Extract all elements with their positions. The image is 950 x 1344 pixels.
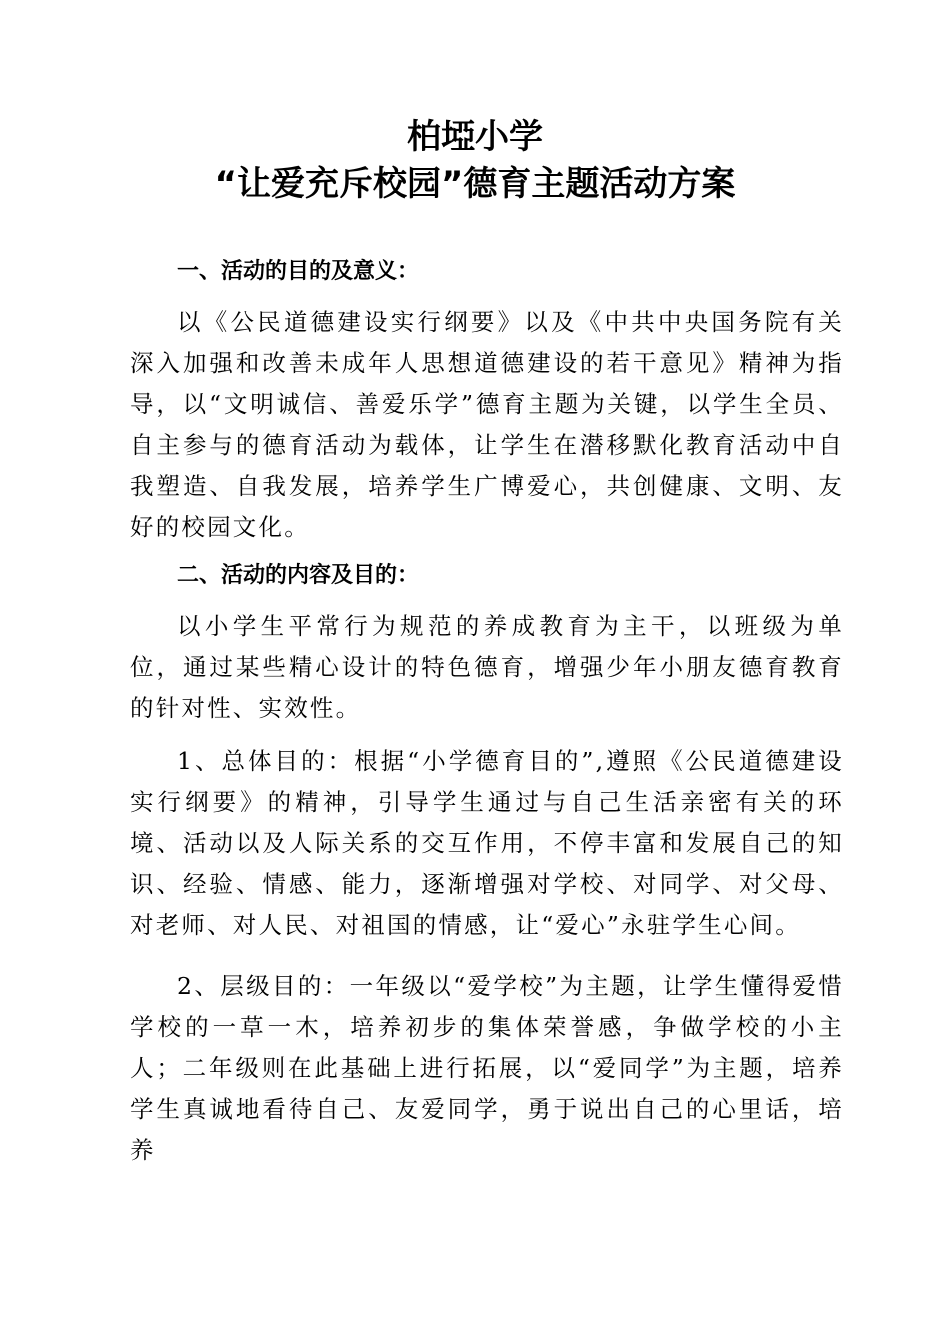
paragraph-content: 以小学生平常行为规范的养成教育为主干，以班级为单位，通过某些精心设计的特色德育，增强少年小朋友德育教育的针对性、实效性。: [130, 612, 844, 722]
document-title-school: 柏埡小学: [407, 117, 543, 157]
paragraph-grade-goals: 2、层级目的：一年级以“爱学校”为主题，让学生懂得爱惜学校的一草一木，培养初步的集体荣誉感，争做学校的小主人；二年级则在此基础上进行拓展，以“爱同学”为主题，培养学生真诚地看待自己、友爱同学，勇于说出自己的心里话，培养: [130, 972, 844, 1164]
section-heading-content: 二、活动的内容及目的：: [177, 563, 420, 588]
paragraph-purpose: 以《公民道德建设实行纲要》以及《中共中央国务院有关深入加强和改善未成年人思想道德建设的若干意见》精神为指导，以“文明诚信、善爱乐学”德育主题为关键，以学生全员、自主参与的德育活动为载体，让学生在潜移默化教育活动中自我塑造、自我发展，培养学生广博爱心，共创健康、文明、友好的校园文化。: [130, 308, 844, 541]
section-heading-purpose: 一、活动的目的及意义：: [177, 259, 420, 284]
document-title-plan: “让爱充斥校园”德育主题活动方案: [214, 164, 736, 204]
paragraph-overall-goal: 1、总体目的：根据“小学德育目的”,遵照《公民道德建设实行纲要》的精神，引导学生通过与自己生活亲密有关的环境、活动以及人际关系的交互作用，不停丰富和发展自己的知识、经验、情感、能力，逐渐增强对学校、对同学、对父母、对老师、对人民、对祖国的情感，让“爱心”永驻学生心间。: [130, 747, 844, 939]
document-body: [130, 252, 844, 1171]
